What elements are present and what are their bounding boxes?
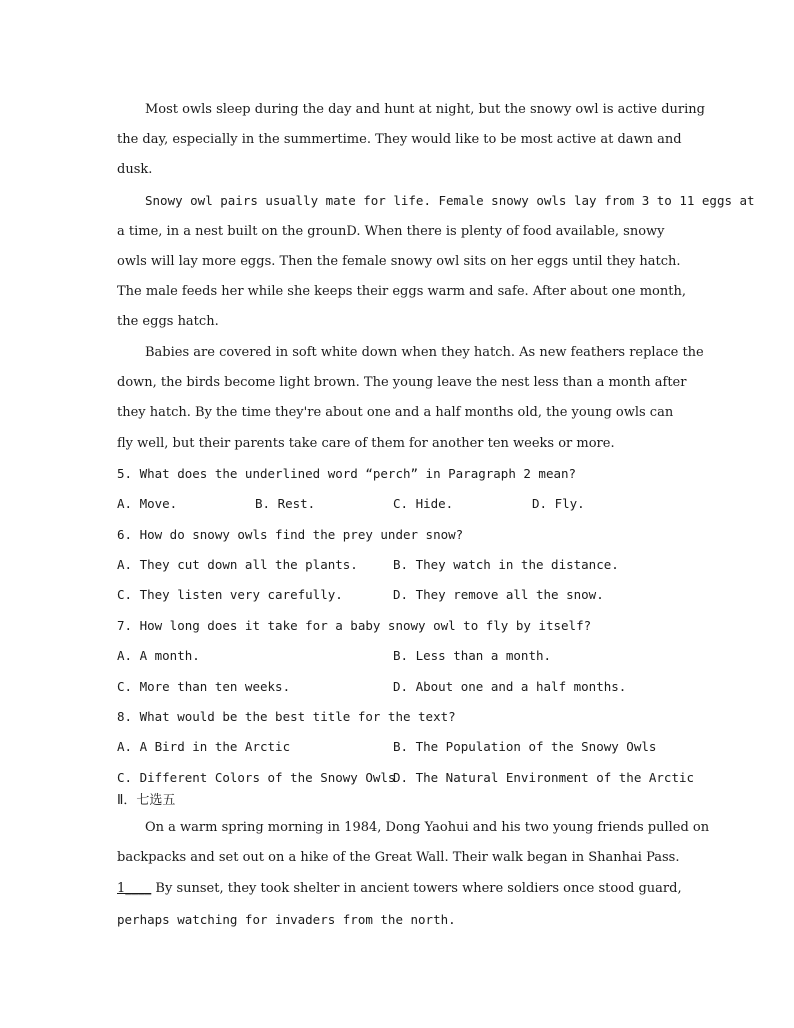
option-a: A. Move. [117, 496, 178, 511]
passage-line: down, the birds become light brown. The young leave the nest less than a month after [117, 375, 687, 390]
passage-line: On a warm spring morning in 1984, Dong Yaohui and his two young friends pulled on [145, 820, 710, 835]
option-a: A. A month. [117, 648, 200, 663]
option-a: A. A Bird in the Arctic [117, 739, 291, 754]
blank-1[interactable]: 1____ [117, 881, 152, 896]
option-d: D. About one and a half months. [393, 679, 627, 694]
passage-line: a time, in a nest built on the grounD. When there is plenty of food available, snowy [117, 224, 665, 239]
question-stem: 7. How long does it take for a baby snowy owl to fly by itself? [117, 618, 592, 633]
section-heading: Ⅱ．七选五 [117, 793, 176, 808]
passage-line [117, 881, 682, 897]
option-b: B. Less than a month. [393, 648, 552, 663]
option-c: C. Hide. [393, 496, 454, 511]
passage-line: Most owls sleep during the day and hunt at night, but the snowy owl is active during [145, 102, 705, 117]
option-b: B. The Population of the Snowy Owls [393, 739, 657, 754]
question-stem: 5. What does the underlined word “perch” in Paragraph 2 mean? [117, 466, 577, 481]
option-c: C. They listen very carefully. [117, 587, 343, 602]
option-c: C. More than ten weeks. [117, 679, 291, 694]
passage-line: the day, especially in the summertime. They would like to be most active at dawn and [117, 132, 682, 147]
passage-line: Snowy owl pairs usually mate for life. Female snowy owls lay from 3 to 11 eggs at [145, 193, 755, 208]
passage-line: fly well, but their parents take care of them for another ten weeks or more. [117, 436, 615, 451]
option-a: A. They cut down all the plants. [117, 557, 358, 572]
question-stem: 8. What would be the best title for the text? [117, 709, 456, 724]
passage-line: The male feeds her while she keeps their eggs warm and safe. After about one month, [117, 284, 686, 299]
passage-line: perhaps watching for invaders from the north. [117, 912, 456, 927]
passage-line: the eggs hatch. [117, 314, 219, 329]
option-b: B. Rest. [255, 496, 316, 511]
option-d: D. They remove all the snow. [393, 587, 604, 602]
passage-line: they hatch. By the time they're about one and a half months old, the young owls can [117, 405, 674, 420]
question-stem: 6. How do snowy owls find the prey under snow? [117, 527, 464, 542]
passage-line: Babies are covered in soft white down when they hatch. As new feathers replace the [145, 345, 704, 360]
passage-line: backpacks and set out on a hike of the Great Wall. Their walk began in Shanhai Pass. [117, 850, 680, 865]
passage-text: By sunset, they took shelter in ancient towers where soldiers once stood guard, [155, 881, 682, 896]
option-d: D. Fly. [532, 496, 585, 511]
passage-line: dusk. [117, 162, 153, 177]
option-c: C. Different Colors of the Snowy Owls [117, 770, 396, 785]
option-d: D. The Natural Environment of the Arctic [393, 770, 695, 785]
passage-line: owls will lay more eggs. Then the female snowy owl sits on her eggs until they hatch. [117, 254, 681, 269]
option-b: B. They watch in the distance. [393, 557, 619, 572]
